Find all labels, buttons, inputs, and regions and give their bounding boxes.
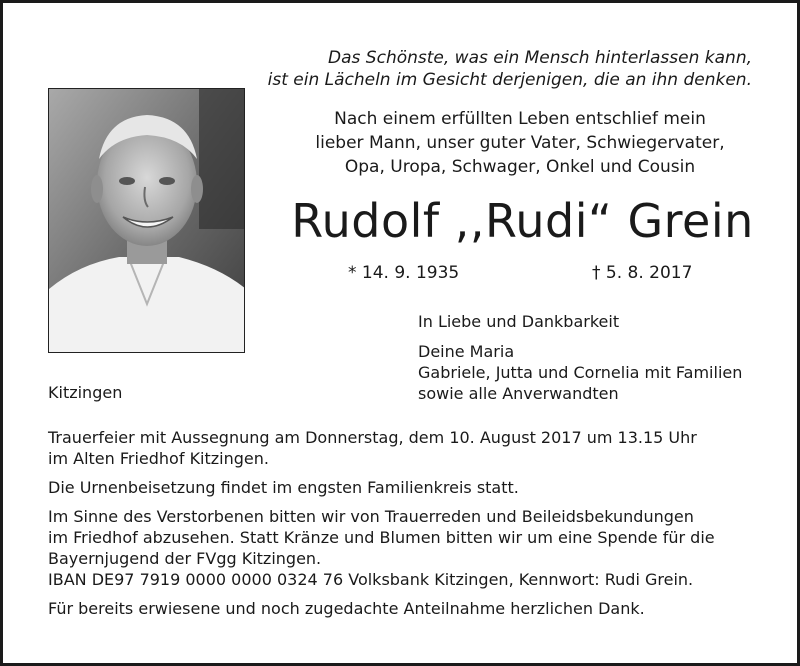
paragraph-line: Für bereits erwiesene und noch zugedachte Anteilnahme herzlichen Dank. (48, 599, 645, 618)
paragraph-line: Bayernjugend der FVgg Kitzingen. (48, 549, 322, 568)
mourner-line: Deine Maria (418, 342, 515, 361)
iban-line: IBAN DE97 7919 0000 0000 0324 76 Volksbank Kitzingen, Kennwort: Rudi Grein. (48, 570, 694, 589)
paragraph-line: im Friedhof abzusehen. Statt Kränze und Blumen bitten wir um eine Spende für die (48, 528, 715, 547)
intro-line: lieber Mann, unser guter Vater, Schwiegervater, (315, 133, 725, 153)
paragraph-line: Trauerfeier mit Aussegnung am Donnerstag, dem 10. August 2017 um 13.15 Uhr (48, 428, 697, 447)
death-date: † 5. 8. 2017 (592, 263, 693, 283)
funeral-service-paragraph (48, 427, 768, 469)
intro-line: Opa, Uropa, Schwager, Onkel und Cousin (344, 157, 696, 177)
place-name: Kitzingen (48, 383, 123, 402)
paragraph-line: Im Sinne des Verstorbenen bitten wir von Trauerreden und Beileidsbekundungen (48, 507, 694, 526)
intro-line: Nach einem erfüllten Leben entschlief mein (334, 109, 706, 129)
mourner-line: sowie alle Anverwandten (418, 384, 619, 403)
intro-text (290, 107, 750, 179)
urn-burial-paragraph (48, 477, 768, 498)
portrait-image (49, 89, 245, 353)
paragraph-line: im Alten Friedhof Kitzingen. (48, 449, 269, 468)
paragraph-line: Die Urnenbeisetzung findet im engsten Familienkreis statt. (48, 478, 519, 497)
motto-line: Das Schönste, was ein Mensch hinterlassen kann, (328, 48, 752, 68)
donation-paragraph (48, 506, 768, 590)
notice-details (48, 427, 768, 627)
motto-quote (232, 47, 752, 91)
motto-line: ist ein Lächeln im Gesicht derjenigen, die an ihn denken. (267, 70, 752, 90)
thanks-paragraph (48, 598, 768, 619)
mourners-list (418, 341, 742, 404)
deceased-name: Rudolf ,,Rudi“ Grein (291, 194, 754, 248)
portrait-photo (48, 88, 245, 353)
closing-phrase: In Liebe und Dankbarkeit (418, 312, 620, 331)
mourner-line: Gabriele, Jutta und Cornelia mit Familien (418, 363, 743, 382)
birth-date: * 14. 9. 1935 (348, 263, 460, 283)
